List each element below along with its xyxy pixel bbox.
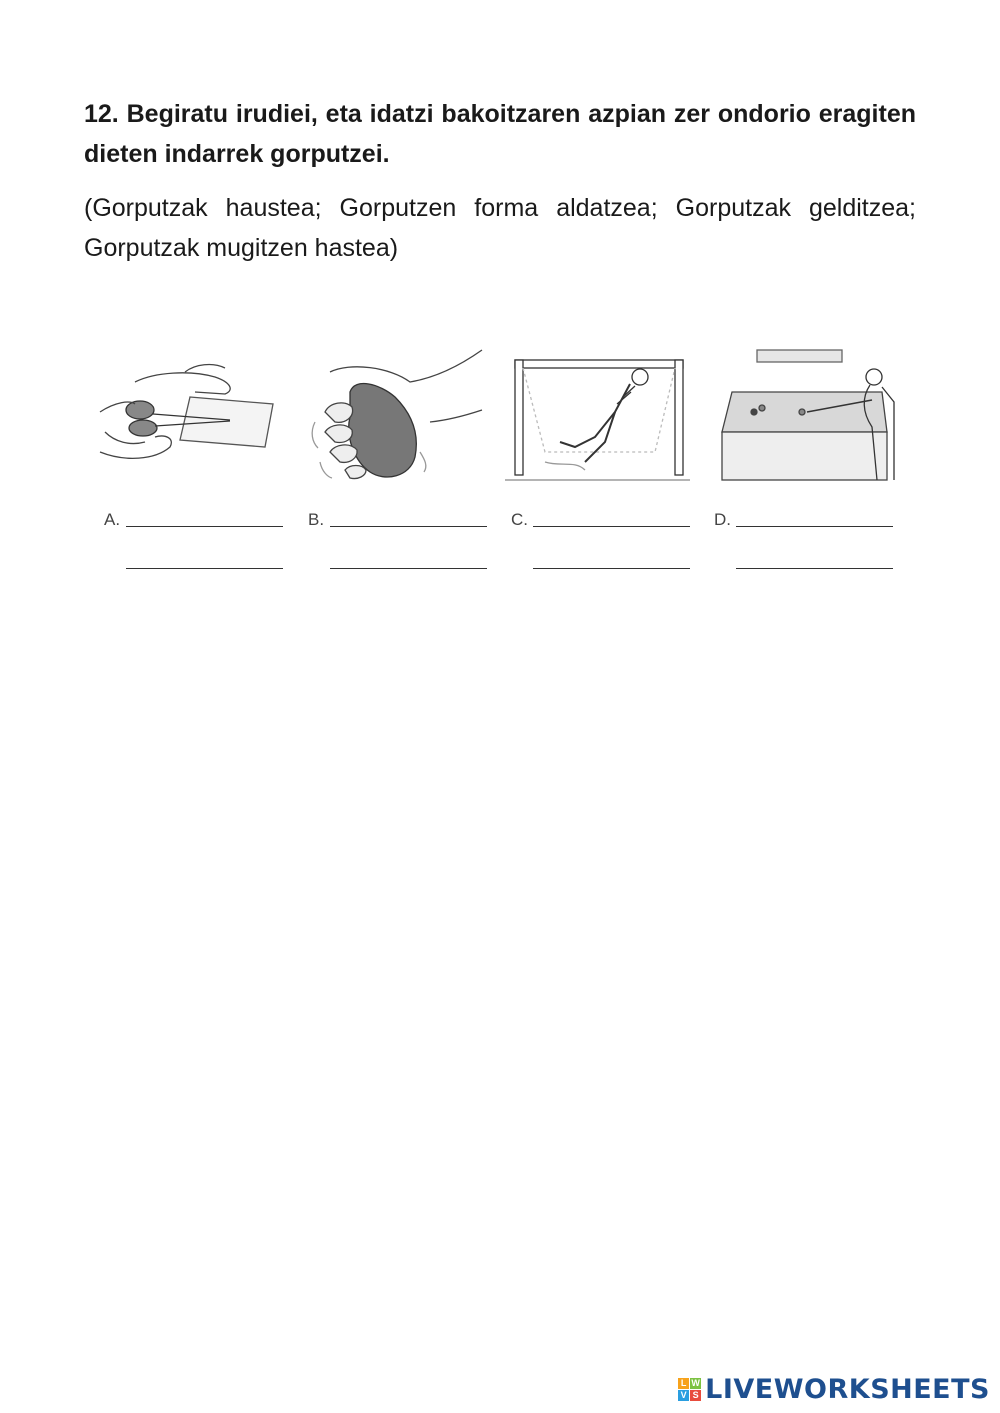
answer-line-d-1[interactable] [736, 526, 893, 527]
question-title: 12. Begiratu irudiei, eta idatzi bakoitzaren azpian zer ondorio eragiten dieten indarrek gorputzei. [84, 100, 916, 168]
answer-line-b-2[interactable] [330, 568, 487, 569]
liveworksheets-logo [678, 1374, 990, 1405]
answer-line-a-1[interactable] [126, 526, 283, 527]
label-b: B. [308, 510, 325, 529]
logo-letter: V [678, 1390, 689, 1401]
answer-line-c-2[interactable] [533, 568, 690, 569]
logo-letter: W [691, 1378, 700, 1388]
answer-line-a-2[interactable] [126, 568, 283, 569]
logo-icon [678, 1378, 701, 1401]
goalkeeper-catching-ball-icon [505, 342, 690, 492]
label-a: A. [104, 510, 121, 529]
answer-line-b-1[interactable] [330, 526, 487, 527]
answer-line-d-2[interactable] [736, 568, 893, 569]
label-c: C. [511, 510, 528, 529]
label-d: D. [714, 510, 731, 529]
billiards-player-icon [712, 342, 897, 492]
answer-options: (Gorputzak haustea; Gorputzen forma aldatzea; Gorputzak gelditzea; Gorputzak mugitzen hastea) [84, 194, 916, 262]
logo-letter: S [690, 1390, 701, 1401]
answer-line-c-1[interactable] [533, 526, 690, 527]
scissors-cutting-paper-icon [95, 342, 280, 492]
brand-name: LIVEWORKSHEETS [705, 1374, 990, 1405]
hand-squeezing-ball-icon [300, 342, 485, 492]
logo-letter: L [678, 1378, 689, 1389]
